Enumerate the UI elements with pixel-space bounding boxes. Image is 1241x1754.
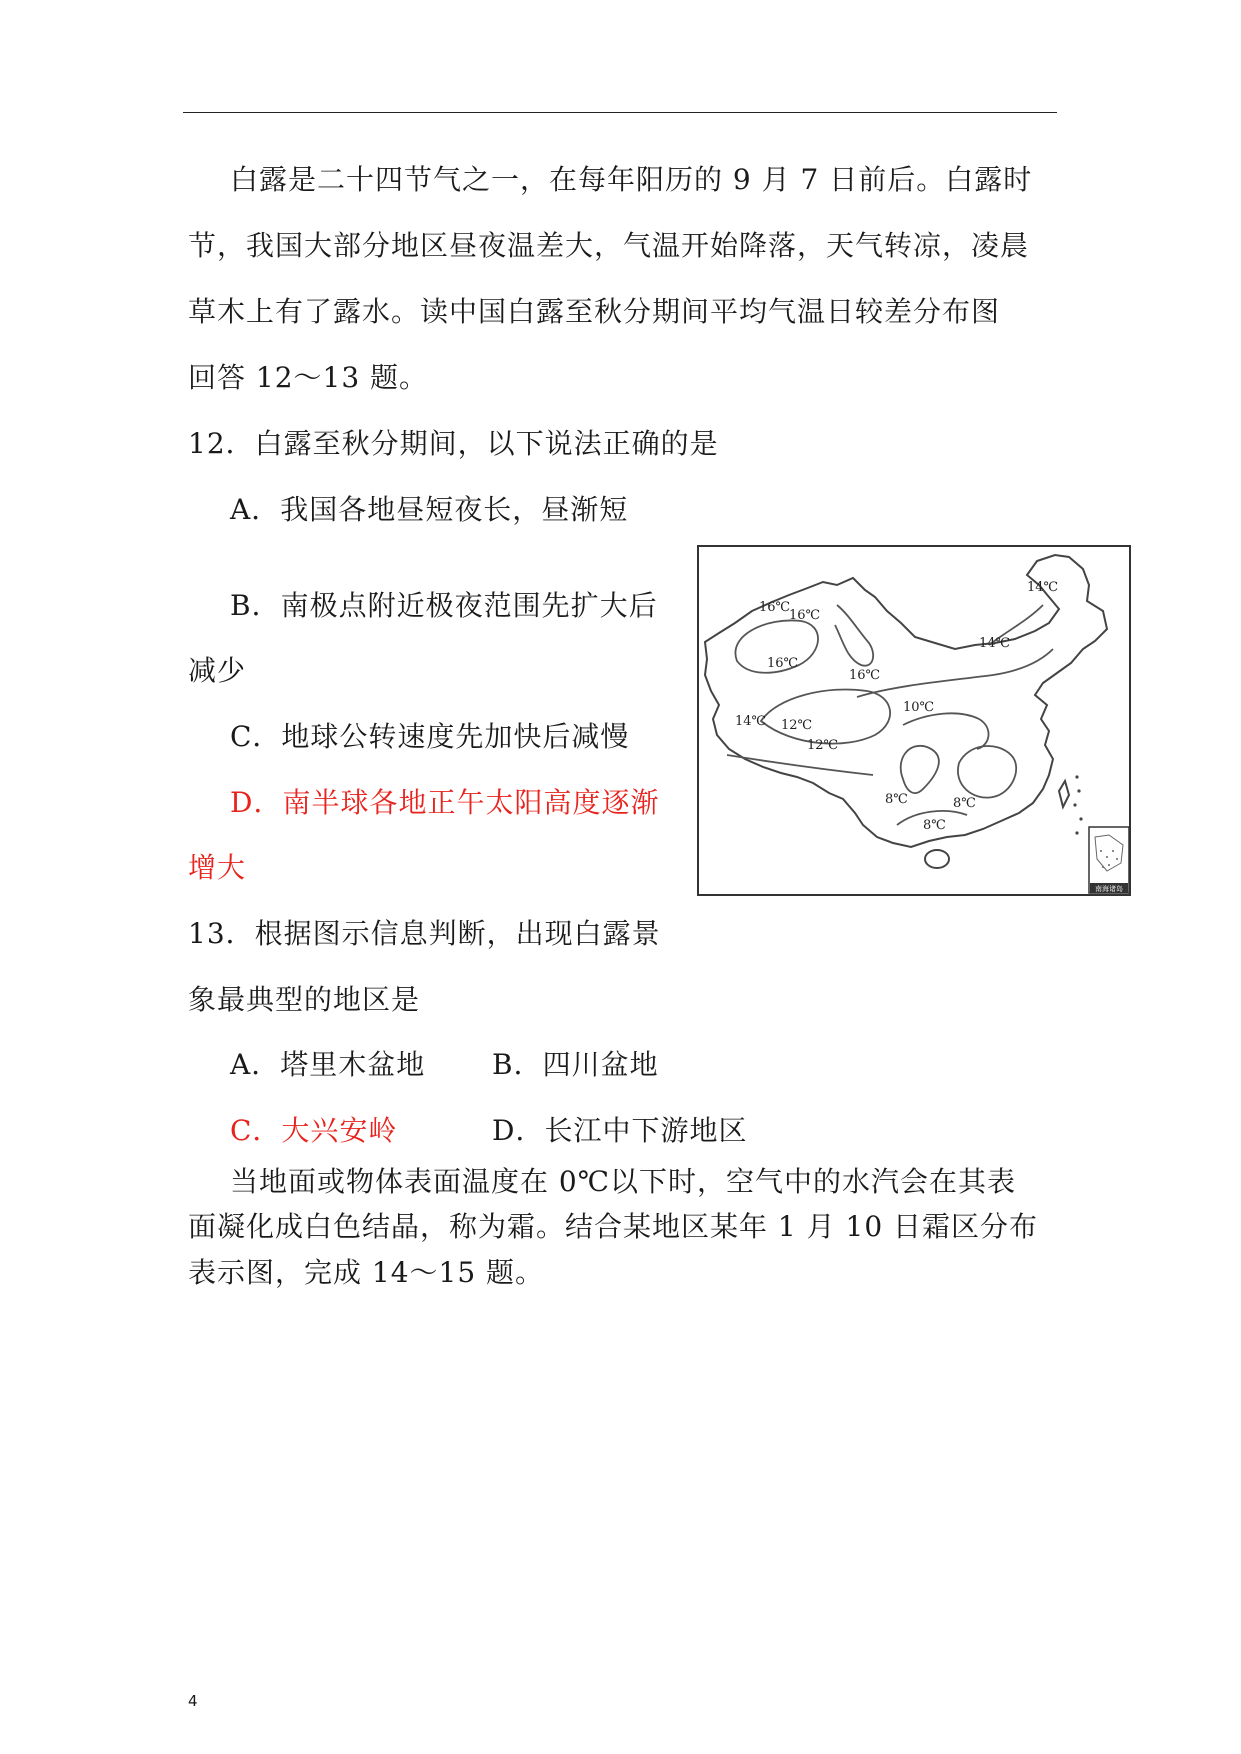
isotherm-label: 8℃: [885, 792, 908, 807]
q12-option-d-line-1: D．南半球各地正午太阳高度逐渐: [230, 786, 660, 819]
isotherm-label: 12℃: [781, 718, 813, 733]
q13-option-d: D．长江中下游地区: [492, 1114, 748, 1147]
q13-stem-line-1: 13．根据图示信息判断，出现白露景: [188, 917, 661, 950]
isotherm-label: 10℃: [903, 700, 935, 715]
isotherm-label: 14℃: [1027, 580, 1059, 595]
q13-stem-line-2: 象最典型的地区是: [188, 983, 421, 1016]
q12-stem: 12．白露至秋分期间，以下说法正确的是: [188, 427, 719, 460]
intro2-line-1: 当地面或物体表面温度在 0℃以下时，空气中的水汽会在其表: [230, 1165, 1017, 1198]
isotherm-label: 14℃: [979, 636, 1011, 651]
q12-option-a: A．我国各地昼短夜长，昼渐短: [230, 493, 629, 526]
page-number: 4: [188, 1692, 198, 1710]
inset-caption: 南海诸岛: [1095, 885, 1123, 893]
china-temperature-range-map: [697, 545, 1131, 896]
intro1-line-2: 节，我国大部分地区昼夜温差大，气温开始降落，天气转凉，凌晨: [188, 229, 1030, 262]
isotherm-label: 8℃: [953, 796, 976, 811]
q12-option-c: C．地球公转速度先加快后减慢: [230, 720, 630, 753]
isotherm-label: 14℃: [735, 714, 767, 729]
intro2-line-3: 表示图，完成 14～15 题。: [188, 1256, 545, 1289]
q12-option-b-line-1: B．南极点附近极夜范围先扩大后: [230, 589, 658, 622]
intro1-line-3: 草木上有了露水。读中国白露至秋分期间平均气温日较差分布图: [188, 295, 1001, 328]
isotherm-label: 16℃: [789, 608, 821, 623]
intro1-line-1: 白露是二十四节气之一，在每年阳历的 9 月 7 日前后。白露时: [230, 163, 1033, 196]
q13-option-c: C．大兴安岭: [230, 1114, 398, 1147]
isotherm-label: 16℃: [849, 668, 881, 683]
isotherm-label: 16℃: [767, 656, 799, 671]
q12-option-b-line-2: 减少: [188, 654, 247, 687]
header-rule: [183, 112, 1057, 113]
q13-option-a: A．塔里木盆地: [230, 1048, 426, 1081]
isotherm-label: 16℃: [759, 600, 791, 615]
intro1-line-4: 回答 12～13 题。: [188, 361, 429, 394]
q12-option-d-line-2: 增大: [188, 851, 247, 884]
q13-option-b: B．四川盆地: [492, 1048, 659, 1081]
isotherm-label: 12℃: [807, 738, 839, 753]
isotherm-label: 8℃: [923, 818, 946, 833]
intro2-line-2: 面凝化成白色结晶，称为霜。结合某地区某年 1 月 10 日霜区分布: [188, 1210, 1039, 1243]
